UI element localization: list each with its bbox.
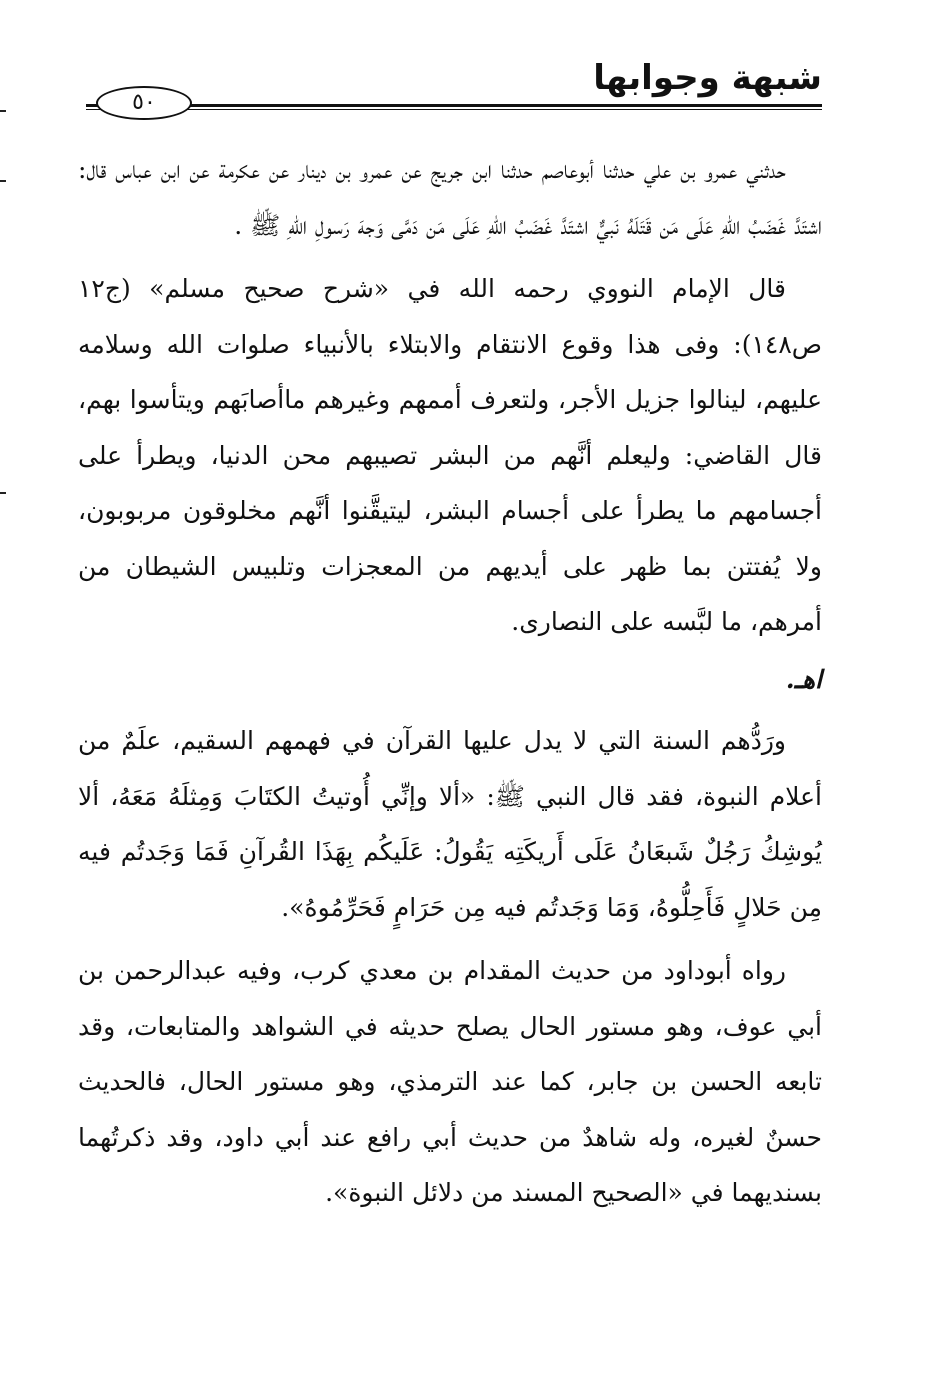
page-header xyxy=(86,58,822,118)
header-title: شبهة وجوابها xyxy=(593,58,822,98)
page-body xyxy=(78,142,822,1229)
paragraph-sunnah: ورَدُّهم السنة التي لا يدل عليها القرآن في فهمهم السقيم، علَمٌ من أعلام النبوة، فقد قال النبي ﷺ: «ألا وإنِّي أُوتيتُ الكتَابَ وَمِثلَهُ مَعَهُ، ألا يُوشِكُ رَجُلٌ شَبعَانُ عَلَى أَريكَتِه يَقُولُ: عَلَيكُم بِهَذَا القُرآنِ فَمَا وَجَدتُم فيه مِن حَلالٍ فَأَحِلُّوهُ، وَمَا وَجَدتُم فيه مِن حَرَامٍ فَحَرِّمُوهُ». xyxy=(78,726,822,922)
margin-tick xyxy=(0,110,6,112)
margin-tick xyxy=(0,492,6,494)
page-number: ٥٠ xyxy=(96,86,192,120)
paragraph-takhrij: رواه أبوداود من حديث المقدام بن معدي كرب، وفيه عبدالرحمن بن أبي عوف، وهو مستور الحال يصلح حديثه في الشواهد والمتابعات، وقد تابعه الحسن بن جابر، كما عند الترمذي، وهو مستور الحال، فالحديث حسنٌ لغيره، وله شاهدٌ من حديث أبي رافع عند أبي داود، وقد ذكرتُهما بسنديهما في «الصحيح المسند من دلائل النبوة». xyxy=(78,956,822,1207)
end-of-quote-mark: اهـ. xyxy=(785,664,822,694)
header-rule xyxy=(86,104,822,110)
paragraph-hadith: حدثني عمرو بن علي حدثنا أبوعاصم حدثنا ابن جريج عن عمرو بن دينار عن عكرمة عن ابن عباس قال: اشتَدَّ غَضَبُ اللهِ عَلَى مَن قَتَلَهُ نَبيٌّ اشتَدَّ غَضَبُ اللهِ عَلَى مَن دَمَّى وَجهَ رَسولِ اللهِ ﷺ . xyxy=(78,155,822,240)
margin-tick xyxy=(0,180,6,182)
paragraph-nawawi-quote: قال الإمام النووي رحمه الله في «شرح صحيح مسلم» (ج١٢ ص١٤٨): وفى هذا وقوع الانتقام والابتلاء بالأنبياء صلوات الله وسلامه عليهم، لينالوا جزيل الأجر، ولتعرف أممهم وغيرهم ماأصابَهم ويتأسوا بهم، قال القاضي: وليعلم أنَّهم من البشر تصيبهم محن الدنيا، ويطرأ على أجسامهم ما يطرأ على أجسام البشر، ليتيقَّنوا أنَّهم مخلوقون مربوبون، ولا يُفتتن بما ظهر على أيديهم من المعجزات وتلبيس الشيطان من أمرهم، ما لبَّسه على النصارى. xyxy=(78,274,822,636)
